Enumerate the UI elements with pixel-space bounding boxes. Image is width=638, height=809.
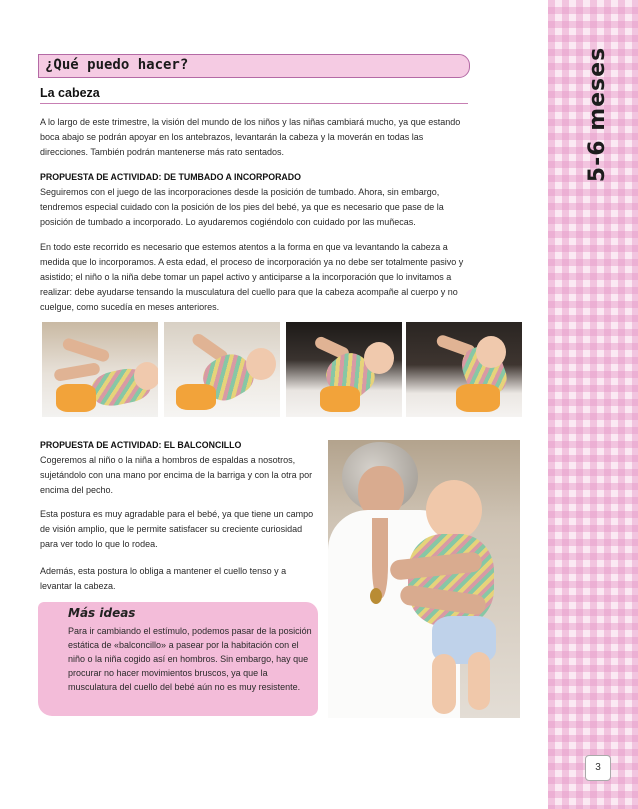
more-ideas-title: Más ideas [68, 606, 136, 620]
activity2-paragraph-1: Cogeremos al niño o la niña a hombros de espaldas a nosotros, sujetándolo con una mano por encima de la barriga y con la otra por encima del pecho. [40, 455, 313, 495]
activity2-paragraph-3: Además, esta postura lo obliga a mantener el cuello tenso y a levantar la cabeza. [40, 566, 287, 591]
photo-baby-rising-3 [286, 322, 402, 417]
activity1-paragraph-1: Seguiremos con el juego de las incorporaciones desde la posición de tumbado. Ahora, sin embargo, tendremos especial cuidado con la posición de los pies del bebé, ya que es necesario que pase de la posición de tumbado a incorporado. Lo ayudaremos cogiéndolo con cuidado por las muñecas. [40, 187, 444, 227]
photo-baby-lying-1 [42, 322, 158, 417]
more-ideas-text: Para ir cambiando el estímulo, podemos pasar de la posición estática de «balconcillo» a pasear por la habitación con el niño o la niña cogido así en hombros. Sin embargo, hay que procurar no hacer movimientos bruscos, ya que la musculatura del cuello del bebé aún no es muy resistente. [68, 626, 312, 692]
page-number: 3 [585, 755, 611, 781]
banner-title: ¿Qué puedo hacer? [45, 57, 189, 73]
intro-paragraph: A lo largo de este trimestre, la visión del mundo de los niños y las niñas cambiará mucho, ya que estando boca abajo se podrán apoyar en los antebrazos, levantarán la cabeza y la moverán en todas las direcciones. También podrán mantenerse más rato sentados. [40, 117, 461, 157]
activity2-title: PROPUESTA DE ACTIVIDAD: EL BALCONCILLO [40, 440, 242, 450]
activity1-title: PROPUESTA DE ACTIVIDAD: DE TUMBADO A INCORPORADO [40, 172, 301, 182]
activity1-paragraph-2: En todo este recorrido es necesario que estemos atentos a la forma en que va levantando la cabeza a medida que lo incorporamos. A esta edad, el proceso de incorporación ya no debe ser totalmente pasivo y asistido; el niño o la niña debe tomar un papel activo y anticiparse a la incorporación que lo invitamos a realizar: debe ayudarse tensando la musculatura del cuello para que la cabeza acompañe al cuerpo y no cuelgue, como sucedía en meses anteriores. [40, 242, 464, 312]
photo-baby-sitting-4 [406, 322, 522, 417]
more-ideas-box [38, 602, 318, 716]
photo-baby-lying-2 [164, 322, 280, 417]
section-heading: La cabeza [40, 86, 468, 104]
age-range-label: 5-6 meses [585, 46, 611, 182]
activity2-paragraph-2: Esta postura es muy agradable para el bebé, ya que tiene un campo de visión amplio, que le permite satisfacer su creciente curiosidad para ver todo lo que lo rodea. [40, 509, 314, 549]
section-banner [38, 54, 470, 78]
photo-balconcillo [328, 440, 520, 718]
age-range-title [578, 44, 618, 184]
